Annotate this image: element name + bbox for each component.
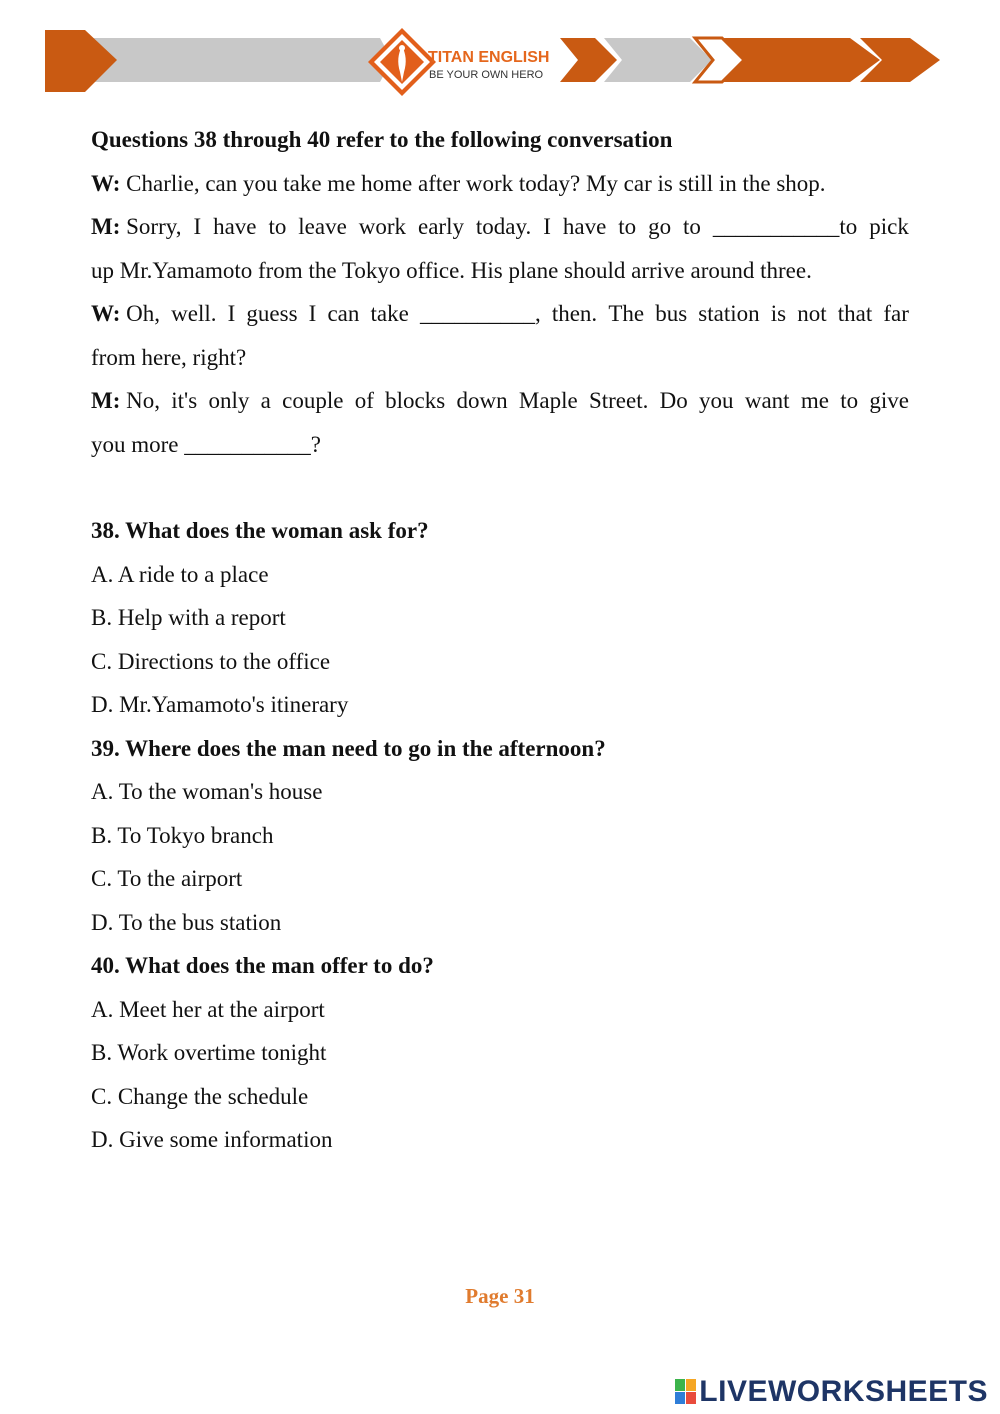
page-number: Page 31: [465, 1284, 535, 1308]
word: M: No,: [91, 388, 160, 413]
word: well.: [171, 301, 217, 326]
question-38: 38. What does the woman ask for?: [91, 518, 429, 543]
word: it's: [171, 388, 198, 413]
word: The: [608, 301, 645, 326]
conversation-line: [91, 379, 909, 423]
word: of: [354, 388, 374, 413]
liveworksheets-watermark[interactable]: [675, 1372, 988, 1412]
watermark-text: LIVEWORKSHEETS: [699, 1375, 988, 1408]
word: pick: [869, 214, 909, 239]
option-38-c[interactable]: C. Directions to the office: [91, 648, 331, 674]
word: Street.: [588, 388, 649, 413]
word: down: [456, 388, 508, 413]
line-text: Charlie, can you take me home after work today? My car is still in the shop.: [120, 170, 826, 196]
speaker-label: M:: [91, 214, 127, 239]
conversation-line: [91, 292, 909, 336]
option-39-d[interactable]: D. To the bus station: [91, 909, 282, 935]
speaker-label: M:: [91, 388, 127, 413]
word: leave: [298, 214, 347, 239]
header-banner: [0, 0, 1000, 110]
line-text: from here, right?: [91, 344, 247, 370]
word: Maple: [518, 388, 578, 413]
word: bus: [655, 301, 688, 326]
brand-name: TITAN ENGLISH: [428, 49, 550, 66]
option-38-b[interactable]: B. Help with a report: [91, 605, 286, 630]
word: to: [268, 214, 287, 239]
word: today.: [475, 214, 532, 239]
word: you: [699, 388, 734, 413]
word: to: [618, 214, 637, 239]
word: me: [800, 388, 829, 413]
option-38-a[interactable]: A. A ride to a place: [91, 561, 269, 587]
option-40-c[interactable]: C. Change the schedule: [91, 1083, 309, 1109]
word: __________,: [419, 301, 541, 326]
word: not: [797, 301, 827, 326]
speaker-label: W:: [91, 301, 127, 326]
word: that: [837, 301, 873, 326]
word: have: [213, 214, 257, 239]
option-40-b[interactable]: B. Work overtime tonight: [91, 1040, 327, 1065]
option-40-d[interactable]: D. Give some information: [91, 1127, 333, 1152]
word: want: [744, 388, 790, 413]
word: a: [260, 388, 271, 413]
word: ___________to: [712, 214, 858, 239]
conversation-line: [91, 423, 909, 467]
question-40: 40. What does the man offer to do?: [91, 953, 434, 978]
word: I: [193, 214, 202, 239]
word: only: [208, 388, 250, 413]
word: to: [840, 388, 859, 413]
word: then.: [551, 301, 598, 326]
word: give: [869, 388, 909, 413]
word: I: [543, 214, 551, 239]
word: go: [648, 214, 672, 239]
liveworksheets-logo-icon: [675, 1379, 697, 1405]
word: Do: [659, 388, 688, 413]
banner-chevron-1: [560, 38, 617, 82]
conversation-line: [91, 336, 909, 380]
option-38-d[interactable]: D. Mr.Yamamoto's itinerary: [91, 692, 349, 717]
word: station: [698, 301, 760, 326]
conversation-line: [91, 162, 909, 206]
question-39: 39. Where does the man need to go in the afternoon?: [91, 735, 606, 761]
word: can: [327, 301, 360, 326]
line-text: up Mr.Yamamoto from the Tokyo office. His plane should arrive around three.: [91, 257, 812, 283]
banner-chevron-4: [722, 38, 880, 82]
brand-tagline: BE YOUR OWN HERO: [429, 69, 544, 81]
option-40-a[interactable]: A. Meet her at the airport: [91, 996, 325, 1022]
conversation-heading: Questions 38 through 40 refer to the following conversation: [91, 127, 673, 152]
word: guess: [246, 301, 298, 326]
conversation-line: [91, 205, 909, 249]
word: early: [418, 214, 464, 239]
word: is: [770, 301, 787, 326]
worksheet-content: [91, 118, 909, 1162]
option-39-a[interactable]: A. To the woman's house: [91, 779, 323, 804]
word: couple: [282, 388, 344, 413]
conversation-line: [91, 249, 909, 293]
speaker-label: W:: [91, 170, 121, 196]
word: blocks: [385, 388, 446, 413]
word: I: [227, 301, 236, 326]
option-39-b[interactable]: B. To Tokyo branch: [91, 822, 274, 848]
line-text: you more ___________?: [91, 431, 321, 457]
word: take: [370, 301, 409, 326]
word: to: [683, 214, 701, 239]
word: M: Sorry,: [91, 214, 182, 239]
word: far: [883, 301, 909, 326]
word: have: [562, 214, 607, 239]
option-39-c[interactable]: C. To the airport: [91, 866, 243, 891]
word: work: [358, 214, 407, 239]
word: I: [308, 301, 317, 326]
banner-chevron-2: [604, 38, 712, 82]
word: W: Oh,: [91, 301, 161, 326]
